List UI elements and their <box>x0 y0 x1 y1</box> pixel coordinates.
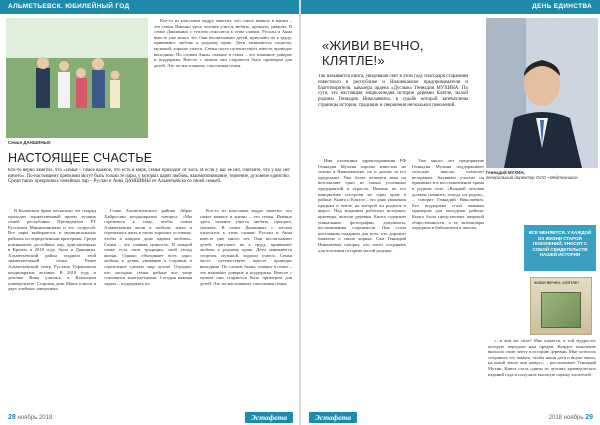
right-col-1 <box>318 158 406 398</box>
left-footer-date <box>8 414 52 421</box>
left-lead: Кто-то верно заметил, что «семья – самое важное, что есть в мире, семья приходит от Бога. И если у вас ее нет, считайте, что у вас нет ничего». По-настоящему крепкими могут быть только те пары, у которых царят любовь, взаимопонимание, терпение, духовное единство. Среди таких прекрасных семейных пар – Руслан и Анна ДАНШИНЫ из Альметьевска со своей семьей. <box>8 168 290 185</box>
left-footer-month: ноябрь <box>17 414 38 421</box>
right-col-2-text: Уже много лет предприятие Геннадия Мухина поддерживает сельские школы, помогает ветеранам. Активное участие он принимал и в восстановлении храма в родном селе. «Каждый человек должен помнить, откуда он родом», – говорит Геннадий Николаевич. Его поддержка стала важным примером для молодежи района. Книга была представлена широкой общественности, а ее экземпляры переданы в библиотеки и школы. <box>412 158 484 231</box>
left-col-2-text: Глава Альметьевского района Айрат Хайруллин неоднократно говорил: «Мы стремимся к тому, чтобы семьи Альметьевска жили и любили, жили и стремились жить в таких хороших условиях, чтобы в каждом доме царила любовь». Семья – это главная ценность. В каждой семье есть свои традиции, свой уклад жизни. Однако объединяет всех одно: любовь к детям, уважение к старшим и стремление сделать мир лучше. Отрадно, что молодые семьи района все чаще становятся многодетными. Сегодня важная задача – поддержать их. <box>104 208 192 286</box>
left-heading: НАСТОЯЩЕЕ СЧАСТЬЕ <box>8 151 153 165</box>
right-footer <box>309 409 593 425</box>
book-cover-title: ЖИВИ ВЕЧНО, КЛЯТЛЕ! <box>534 281 579 285</box>
left-col-1 <box>8 208 96 398</box>
left-footer-logo: Эстафета <box>245 412 293 423</box>
right-lead: Так называется книга, увидевшая свет в этом году благодаря стараниям известного в республике и Нижнекамске предпринимателя и благотворителя, кавалера ордена «Дуслык» Геннадия МУХИНА. По сути, это настоящая энциклопедия истории деревни Клятле, малой родины Геннадия Николаевича, в судьбе которой запечатлены страницы истории, традиции и свершения нескольких поколений. <box>318 74 468 108</box>
portrait-caption-name: Геннадий МУХИН, <box>486 170 525 175</box>
right-footer-date <box>549 414 593 421</box>
right-heading-line1: «ЖИВИ ВЕЧНО, <box>322 38 424 53</box>
left-col-3-text: Кто-то из классиков мудро заметил, что самое важное в жизни – это семья. Именно здесь человек учится любить, прощать, уважать. В семье Даншиных с теплом относятся к этим словам. Руслан и Анна вместе уже много лет. Они воспитывают детей, приучают их к труду, прививают любовь к родному краю. Дети занимаются спортом, музыкой, хорошо учатся. Семья часто путешествует, вместе проводит выходные. По словам Анны, главное в семье – это взаимное доверие и поддержка. Вместе с мужем они стараются быть примером для детей. Это по-настоящему счастливая семья. <box>200 208 292 286</box>
book-cover <box>530 277 592 335</box>
portrait-caption-role: генеральный директор ООО «Медтехника» <box>486 175 579 180</box>
right-header-band: ДЕНЬ ЕДИНСТВА <box>301 0 600 14</box>
right-col-3-text-block <box>488 338 596 400</box>
left-footer <box>8 409 293 425</box>
portrait-photo <box>486 18 598 168</box>
right-col-2 <box>412 158 484 398</box>
family-photo-art <box>6 18 148 138</box>
left-page-number: 28 <box>8 413 16 421</box>
left-upper-right-text: Кто-то из классиков мудро заметил, что самое важное в жизни – это семья. Именно здесь человек учится любить, прощать, уважать. В семье Даншиных с теплом относятся к этим словам. Руслан и Анна вместе уже много лет. Они воспитывают детей, приучают их к труду, прививают любовь к родному краю. Дети занимаются спортом, музыкой, хорошо учатся. Семья часто путешествует, вместе проводит выходные. По словам Анны, главное в семье – это взаимное доверие и поддержка. Вместе с мужем они стараются быть примером для детей. Это по-настоящему счастливая семья. <box>154 18 292 68</box>
left-header-band: АЛЬМЕТЬЕВСК. ЮБИЛЕЙНЫЙ ГОД <box>0 0 299 14</box>
right-footer-month: ноябрь <box>563 414 584 421</box>
left-col-2 <box>104 208 192 398</box>
spread-gutter <box>299 0 301 425</box>
left-col-1-text: В Казанском браке несколько лет подряд проходит торжественный прием лучших семей республики Президентом РТ Рустамом Миннихановым и его супругой. Все пары выбираются в муниципальных районах по определенным критериям. Среди номинантов достойных пар, приглашенных в Кремль в 2018 году, была и Даншины. Альметьевский район подарил этой знаменательной семье. Ранее Альметьевский театр Руслана Туфановича неоднократно вставал. В 2018 году и девочка Вика учились в Казанском университете. Старшая дочь Маша учится в двух учебных заведениях. <box>8 208 96 292</box>
right-footer-year: 2018 <box>548 414 563 421</box>
portrait-art <box>486 18 598 168</box>
right-heading <box>322 38 472 68</box>
right-page-number: 29 <box>585 413 593 421</box>
left-upper-right-col <box>154 18 292 148</box>
right-footer-logo: Эстафета <box>309 412 357 423</box>
right-heading-line2: КЛЯТЛЕ!» <box>322 53 385 68</box>
family-photo <box>6 18 148 138</box>
left-footer-year: 2018 <box>38 414 53 421</box>
family-photo-caption: Семья ДАНШИНЫХ <box>8 140 51 145</box>
portrait-caption <box>486 170 596 180</box>
pull-quote: ВСЕ МЕНЯЕТСЯ, У КАЖДОЙ ИЗ ЖИЗНИ СТАРОЙ ПОКОЛЕНИЙ, УНОСИТ С СОБОЙ СВИДЕТЕЛЬСТВ НАШЕЙ ИСТОРИИ <box>524 225 596 271</box>
right-col-3-text: «...в чем же сила? Мне кажется, в той мудрости, которую передали нам предки. Каждое поколение вносило свою лепту в историю деревни. Мне хотелось сохранить эту память, чтобы наши дети и внуки знали, на какой земле они живут», – рассказывает Геннадий Мухин. Книга стала одним из лучших краеведческих изданий года и получила высокую оценку читателей. <box>488 338 596 377</box>
book-cover-image <box>541 292 581 328</box>
right-col-1-text: Имя отличника здравоохранения РФ Геннадия Мухина хорошо известно не только в Нижнекамске, но и далеко за его пределами. Уже более четверти века он возглавляет одно из самых успешных предприятий в отрасли. Именно по его инициативе построен не один храм в районе. Книга о Клятле – это дань уважения предкам и земле, на которой он родился и вырос. Над изданием работали историки, краеведы, жители деревни. Книга содержит уникальные фотографии, документы, воспоминания старожилов. Она стала настоящим подарком для всех, кто дорожит памятью о своих корнях. Сам Геннадий Николаевич говорит, что хотел сохранить для потомков историю малой родины. <box>318 158 406 253</box>
left-col-3-text-block <box>200 208 292 398</box>
